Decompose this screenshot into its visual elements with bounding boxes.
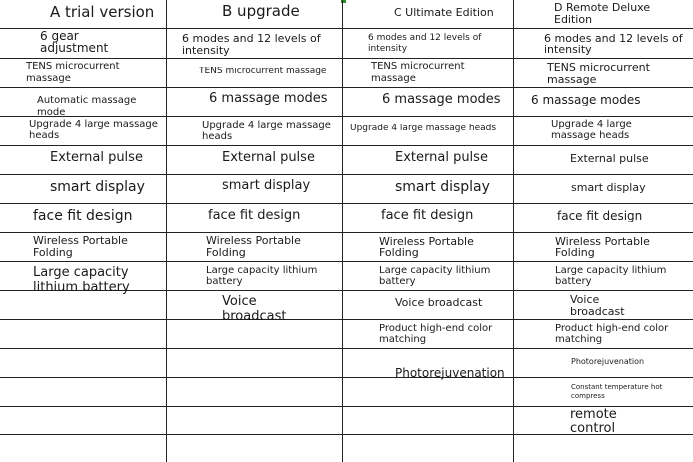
column-c-cell: Photorejuvenation <box>395 366 505 380</box>
row-divider <box>0 28 693 29</box>
column-d-cell: face fit design <box>557 210 643 222</box>
column-d-cell: smart display <box>571 182 646 193</box>
column-d-cell: Voice broadcast <box>570 294 625 318</box>
column-d-cell: Large capacity lithium battery <box>555 265 667 287</box>
column-d-header: D Remote Deluxe Edition <box>554 2 651 26</box>
row-divider <box>0 87 693 88</box>
column-b-cell: External pulse <box>222 151 315 164</box>
column-divider <box>342 0 343 462</box>
column-d-cell: External pulse <box>570 153 649 164</box>
column-b-header: B upgrade <box>222 4 300 19</box>
column-b-cell: Large capacity lithium battery <box>206 265 318 287</box>
row-divider <box>0 319 693 320</box>
column-c-cell: TENS microcurrent massage <box>371 61 465 84</box>
column-d-cell: Product high-end color matching <box>555 323 669 345</box>
column-divider <box>513 0 514 462</box>
column-d-cell: remote control <box>570 408 617 436</box>
column-d-cell: Upgrade 4 large massage heads <box>551 119 632 141</box>
column-a-cell: Upgrade 4 large massage heads <box>29 119 158 141</box>
row-divider <box>0 145 693 146</box>
row-divider <box>0 58 693 59</box>
column-b-cell: 6 modes and 12 levels of intensity <box>182 33 321 57</box>
column-a-header: A trial version <box>50 5 155 20</box>
column-a-cell: TENS microcurrent massage <box>26 61 120 84</box>
column-c-header: C Ultimate Edition <box>394 7 494 18</box>
column-a-cell: Wireless Portable Folding <box>33 235 128 259</box>
column-a-cell: Automatic massage mode <box>37 95 137 118</box>
column-d-cell: Wireless Portable Folding <box>555 236 650 258</box>
column-c-cell: Wireless Portable Folding <box>379 236 474 258</box>
column-c-cell: Product high-end color matching <box>379 323 493 345</box>
column-a-cell: face fit design <box>33 209 133 223</box>
column-b-cell: Wireless Portable Folding <box>206 235 301 259</box>
row-divider <box>0 203 693 204</box>
column-d-cell: 6 massage modes <box>531 94 641 106</box>
column-d-cell: TENS microcurrent massage <box>547 62 650 86</box>
column-c-cell: Voice broadcast <box>395 297 483 308</box>
row-divider <box>0 348 693 349</box>
column-c-cell: 6 massage modes <box>382 93 501 106</box>
column-a-cell: smart display <box>50 180 145 194</box>
column-c-cell: 6 modes and 12 levels of intensity <box>368 33 482 54</box>
row-divider <box>0 406 693 407</box>
column-b-cell: smart display <box>222 179 311 192</box>
column-a-cell: External pulse <box>50 151 143 164</box>
column-d-cell: Constant temperature hot compress <box>571 383 663 400</box>
row-divider <box>0 174 693 175</box>
column-b-cell: TENS microcurrent massage <box>199 67 327 76</box>
column-c-cell: External pulse <box>395 151 488 164</box>
column-c-cell: Large capacity lithium battery <box>379 265 491 287</box>
column-c-cell: Upgrade 4 large massage heads <box>350 124 497 133</box>
column-c-cell: smart display <box>395 180 490 194</box>
column-b-cell: Voice broadcast <box>222 294 287 324</box>
column-a-cell: Large capacity lithium battery <box>33 265 130 295</box>
row-divider <box>0 232 693 233</box>
column-c-cell: face fit design <box>381 209 474 222</box>
column-divider <box>166 0 167 462</box>
column-b-cell: face fit design <box>208 209 301 222</box>
column-d-cell: Photorejuvenation <box>571 358 645 366</box>
column-b-cell: 6 massage modes <box>209 92 328 105</box>
column-d-cell: 6 modes and 12 levels of intensity <box>544 33 683 55</box>
column-a-cell: 6 gear adjustment <box>40 30 109 54</box>
row-divider <box>0 261 693 262</box>
column-b-cell: Upgrade 4 large massage heads <box>202 120 331 142</box>
row-divider <box>0 377 693 378</box>
